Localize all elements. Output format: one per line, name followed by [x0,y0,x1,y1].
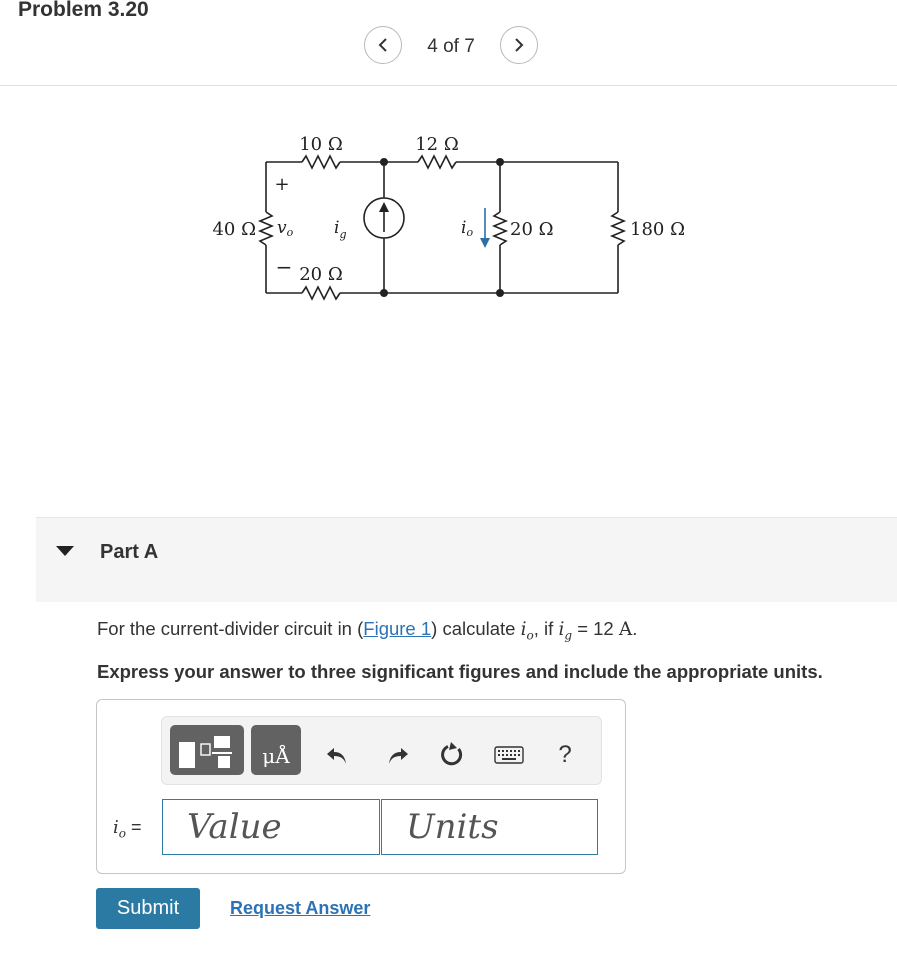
redo-button[interactable] [383,740,413,770]
undo-icon [324,742,350,768]
question-mid: ) calculate [431,618,521,639]
question-end: . [632,618,638,639]
label-ig-sub: g [339,228,347,241]
header-divider [0,85,897,86]
problem-counter: 4 of 7 [427,36,475,57]
label-vo-sub: o [286,226,294,239]
figure-link[interactable]: Figure 1 [363,618,432,639]
next-button[interactable] [500,26,538,64]
chevron-left-icon [376,37,390,53]
units-icon-label: μÅ [262,744,290,768]
chevron-right-icon [512,37,526,53]
label-plus: + [274,174,290,195]
answer-label-sub: o [118,826,126,841]
keyboard-icon [494,745,524,765]
question-io-var: i [520,619,527,640]
question-io-sub: o [526,628,534,643]
answer-label-eq: = [126,817,142,837]
redo-icon [385,742,411,768]
units-input[interactable] [381,799,598,855]
value-input[interactable] [162,799,380,855]
label-io-var: i [461,218,467,238]
label-10-ohm: 10 Ω [299,134,343,155]
current-source [364,198,404,238]
label-180-ohm: 180 Ω [630,219,686,240]
label-12-ohm: 12 Ω [415,134,459,155]
units-button[interactable] [251,725,301,775]
label-ig-var: i [334,218,340,238]
answer-label-var: i [113,817,119,838]
label-vo-var: v [277,218,287,238]
label-ig [334,218,346,241]
label-20-ohm-mid: 20 Ω [510,219,554,240]
part-a-header[interactable] [36,517,897,602]
label-minus: − [275,255,293,279]
question-ig-var: i [558,619,565,640]
label-40-ohm: 40 Ω [212,219,256,240]
question-unit: A [618,619,633,640]
help-button[interactable]: ? [558,741,572,768]
label-20-ohm-bottom: 20 Ω [299,264,343,285]
request-answer-link[interactable]: Request Answer [230,898,371,918]
label-io [461,218,473,239]
templates-button[interactable] [170,725,244,775]
question-prefix: For the current-divider circuit in ( [97,618,364,639]
collapse-caret-icon[interactable] [56,546,74,556]
label-io-sub: o [466,226,474,239]
keyboard-button[interactable] [493,740,525,770]
problem-title: Problem 3.20 [18,0,149,21]
submit-button[interactable]: Submit [96,888,200,929]
answer-label [113,817,142,841]
undo-button[interactable] [322,740,352,770]
instructions-text: Express your answer to three significant figures and include the appropriate units. [97,661,823,682]
question-mid2: , if [533,618,559,639]
part-a-label: Part A [100,541,159,563]
question-ig-sub: g [564,628,573,643]
question-equals: = 12 [572,618,619,639]
question-text [97,618,637,643]
label-vo [277,218,294,239]
io-arrow [480,208,490,248]
previous-button[interactable] [364,26,402,64]
circuit-figure [200,128,700,306]
reset-button[interactable] [437,740,467,770]
reset-icon [438,741,466,769]
templates-icon [177,730,237,770]
